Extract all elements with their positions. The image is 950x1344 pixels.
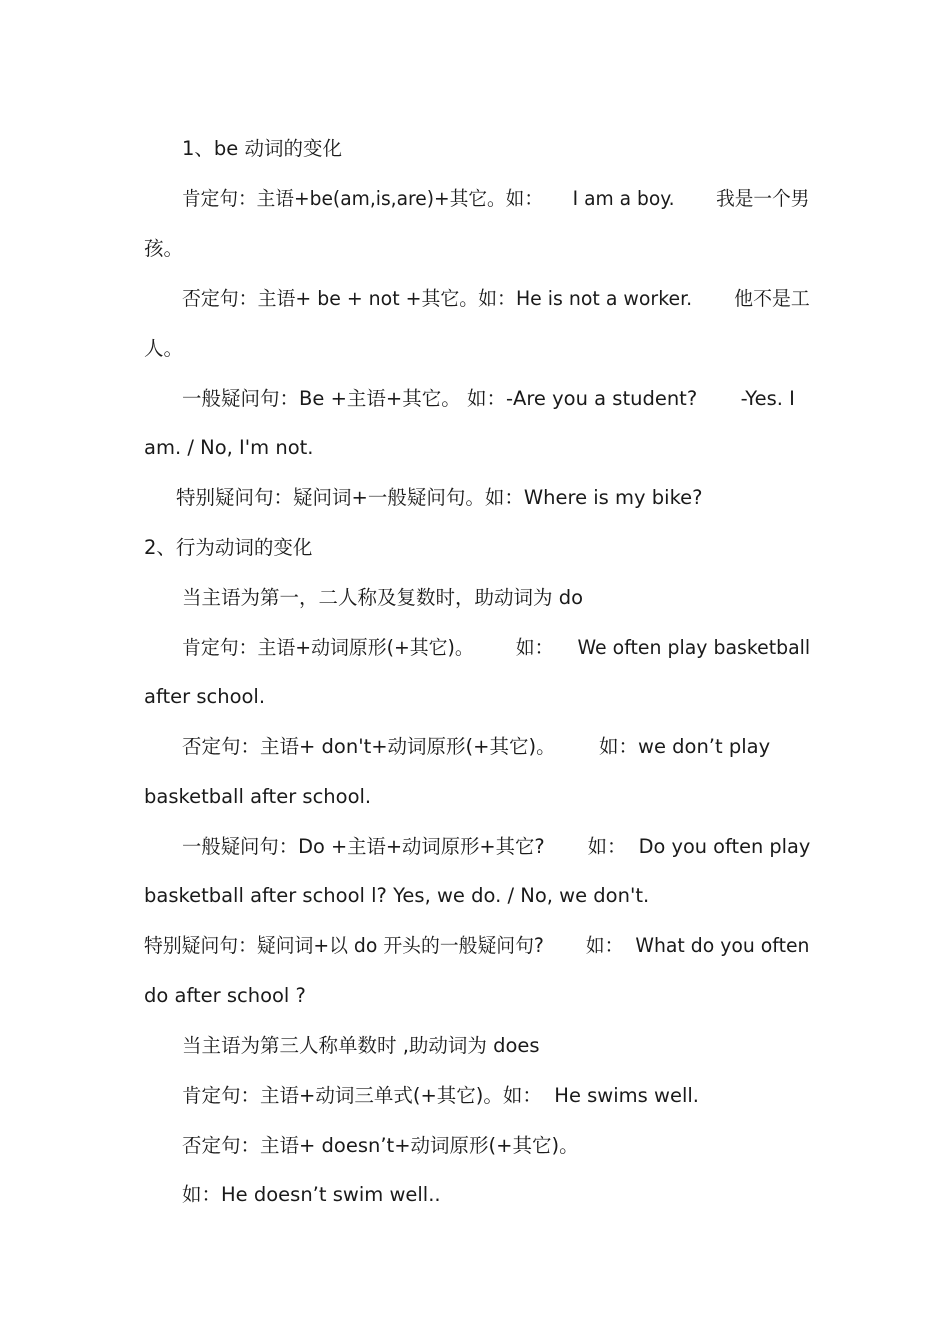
text-line: 特别疑问句：疑问词+以 do 开头的一般疑问句? 如： What do you often (144, 934, 810, 957)
text-line: 特别疑问句：疑问词+一般疑问句。如：Where is my bike? (176, 486, 703, 509)
text-line: 人。 (144, 337, 184, 360)
text-line: 否定句：主语+ be + not +其它。如：He is not a worker. 他不是工 (182, 287, 810, 310)
text-line: 否定句：主语+ don't+动词原形(+其它)。 如：we don’t play (182, 735, 771, 758)
text-line: 当主语为第一，二人称及复数时，助动词为 do (182, 586, 584, 609)
text-line: basketball after school l? Yes, we do. / No, we don't. (144, 884, 650, 907)
text-line: after school. (144, 685, 266, 708)
text-line: am. / No, I'm not. (144, 436, 314, 459)
text-line: 当主语为第三人称单数时 ,助动词为 does (182, 1034, 540, 1057)
text-line: 孩。 (144, 237, 184, 260)
text-line: 如：He doesn’t swim well.. (182, 1183, 441, 1206)
text-line: 一般疑问句：Be +主语+其它。 如：-Are you a student? -Yes. I (182, 387, 795, 410)
heading-be-verb: 1、be 动词的变化 (182, 137, 342, 160)
text-line: 肯定句：主语+be(am,is,are)+其它。如： I am a boy. 我是一个男 (182, 187, 810, 210)
text-line: do after school ? (144, 984, 306, 1007)
text-line: 肯定句：主语+动词三单式(+其它)。如： He swims well. (182, 1084, 700, 1107)
text-line: basketball after school. (144, 785, 372, 808)
heading-action-verb: 2、行为动词的变化 (144, 536, 313, 559)
text-line: 否定句：主语+ doesn’t+动词原形(+其它)。 (182, 1134, 579, 1157)
text-line: 肯定句：主语+动词原形(+其它)。 如： We often play basketball (182, 636, 811, 659)
text-line: 一般疑问句：Do +主语+动词原形+其它? 如： Do you often play (182, 835, 811, 858)
